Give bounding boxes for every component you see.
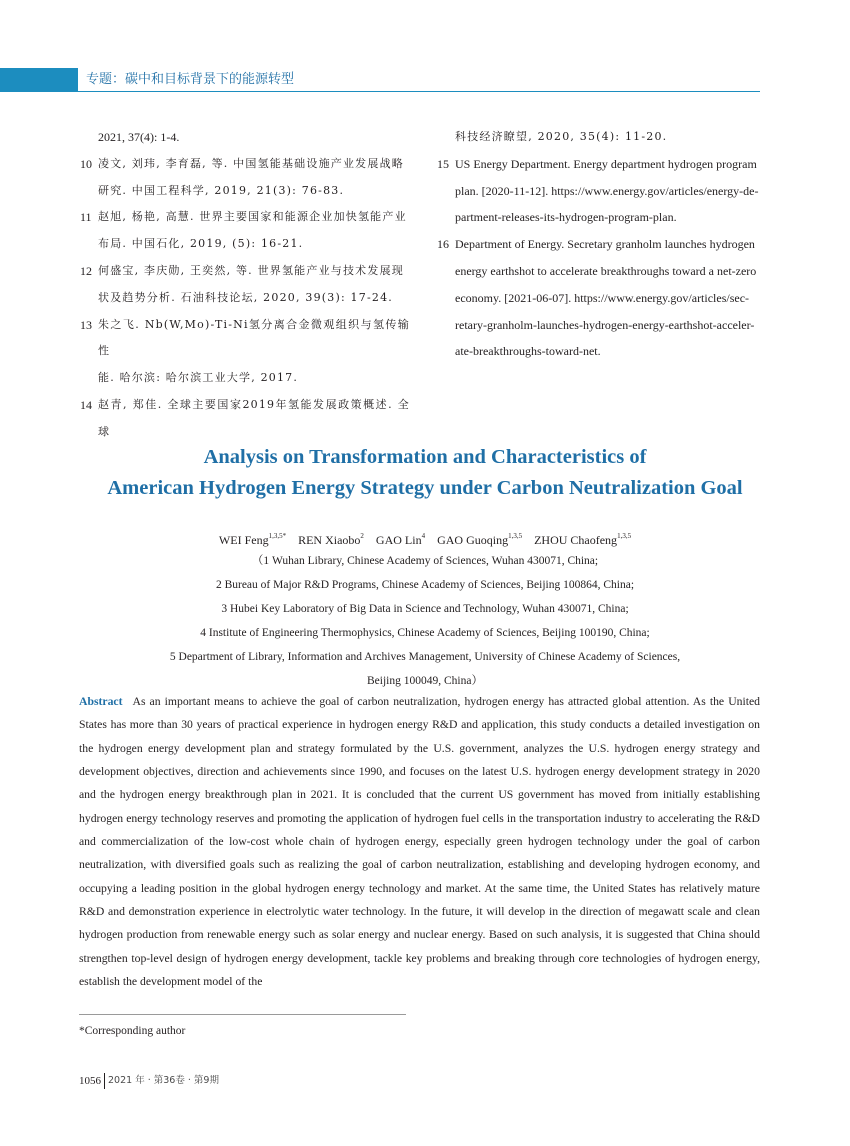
- reference-line: [437, 178, 761, 205]
- reference-line: [80, 258, 410, 285]
- title-line-2: American Hydrogen Energy Strategy under Carbon Neutralization Goal: [107, 477, 743, 499]
- reference-line: [437, 231, 761, 258]
- references-left-column: [80, 124, 410, 446]
- abstract: [79, 690, 760, 993]
- reference-number: [80, 124, 98, 151]
- author-affiliation-marker: 1,3,5: [617, 532, 632, 540]
- author-affiliation-marker: 1,3,5: [508, 532, 523, 540]
- issue-info: 2021 年 · 第36卷 · 第9期: [108, 1075, 219, 1086]
- reference-line: [437, 258, 761, 285]
- author: [298, 533, 364, 547]
- reference-line: [80, 151, 410, 178]
- reference-text: 科技经济瞭望, 2020, 35(4): 11-20.: [455, 130, 668, 143]
- reference-number: [437, 178, 455, 205]
- reference-text: 赵青, 郑佳. 全球主要国家2019年氢能发展政策概述. 全球: [98, 397, 410, 438]
- abstract-text: As an important means to achieve the goal of carbon neutralization, hydrogen energy has attracted global attention. As the United States has more than 30 years of practical experience in hydrogen energy R&D and application, this study conducts a detailed investigation on the hydrogen energy development plan and strategy formulated by the U.S. government, analyzes the U.S. hydrogen energy strategy and development objectives, direction and achievements since 1990, and focuses on the latest U.S. hydrogen energy development strategy in 2020 and the hydrogen energy breakthrough plan in 2021. It is concluded that the current US government has moved from initially establishing hydrogen energy technology reserves and promoting the application of hydrogen fuel cells in the transportation industry to accelerating the R&D and commercialization of the low-cost whole chain of hydrogen energy, especially green hydrogen technology under the goal of carbon neutralization, with diversified goals such as realizing the goal of carbon neutralization, establishing and developing hydrogen economy, and occupying a leading position in the global hydrogen energy technology and market. At the same time, the United States has relatively mature R&D and demonstration experience in electrolytic water technology. In the future, it will develop in the direction of megawatt scale and clean hydrogen production from renewable energy such as solar energy and nuclear energy. Based on such analysis, it is suggested that China should strengthen top-level design of hydrogen energy development, tackle key problems and breaking through core technologies of hydrogen energy, establish the development model of the: [79, 695, 760, 989]
- corresponding-author-footnote: *Corresponding author: [79, 1025, 186, 1037]
- reference-number: [80, 178, 98, 205]
- author-affiliation-marker: 2: [360, 532, 364, 540]
- page-footer: [79, 1072, 219, 1090]
- reference-number: [437, 312, 455, 339]
- footer-divider: [104, 1073, 105, 1089]
- reference-text: 2021, 37(4): 1-4.: [98, 130, 180, 144]
- reference-line: [437, 338, 761, 365]
- reference-line: [80, 178, 410, 205]
- reference-number: 11: [80, 210, 92, 225]
- reference-text: 研究. 中国工程科学, 2019, 21(3): 76-83.: [98, 183, 345, 197]
- references-right-column: [437, 124, 761, 365]
- reference-line: [80, 285, 410, 312]
- reference-line: [80, 204, 410, 231]
- reference-number: [80, 231, 98, 258]
- reference-number: 12: [80, 263, 92, 278]
- reference-number: [437, 258, 455, 285]
- author-affiliation-marker: 4: [421, 532, 426, 540]
- reference-line: [80, 392, 410, 446]
- header-color-bar: [0, 68, 78, 92]
- reference-line: [437, 312, 761, 339]
- author-affiliation-marker: 1,3,5*: [268, 532, 287, 540]
- reference-number: 15: [437, 156, 449, 171]
- affiliation-line: 2 Bureau of Major R&D Programs, Chinese Academy of Sciences, Beijing 100864, China;: [215, 578, 635, 591]
- running-header-title: 专题：碳中和目标背景下的能源转型: [86, 72, 295, 87]
- reference-line: [80, 312, 410, 366]
- affiliation-line: （1 Wuhan Library, Chinese Academy of Sciences, Wuhan 430071, China;: [251, 555, 599, 567]
- author-name: REN Xiaobo: [298, 533, 361, 547]
- reference-text: retary-granholm-launches-hydrogen-energy-earthshot-acceler-: [455, 317, 755, 332]
- title-line-1: Analysis on Transformation and Characteristics of: [203, 446, 647, 468]
- affiliation-line: 4 Institute of Engineering Thermophysics, Chinese Academy of Sciences, Beijing 100190, China;: [200, 626, 650, 639]
- affiliation-line: 3 Hubei Key Laboratory of Big Data in Science and Technology, Wuhan 430071, China;: [221, 602, 629, 615]
- author-list: [0, 526, 850, 550]
- abstract-label: Abstract: [79, 695, 123, 708]
- reference-number: [437, 124, 455, 151]
- reference-line: [80, 124, 410, 151]
- reference-number: 16: [437, 237, 449, 252]
- reference-line: [80, 231, 410, 258]
- reference-line: [80, 365, 410, 392]
- author-name: GAO Guoqing: [437, 533, 509, 547]
- reference-text: ate-breakthroughs-toward-net.: [455, 344, 601, 359]
- reference-text: 朱之飞. Nb(W,Mo)-Ti-Ni氢分离合金微观组织与氢传输性: [98, 317, 410, 358]
- reference-text: US Energy Department. Energy department hydrogen program: [455, 156, 757, 171]
- reference-text: economy. [2021-06-07]. https://www.energy.gov/articles/sec-: [455, 290, 750, 305]
- affiliation-line: Beijing 100049, China）: [367, 674, 483, 687]
- author: [437, 533, 522, 547]
- reference-number: [437, 204, 455, 231]
- author-name: GAO Lin: [375, 533, 422, 547]
- reference-line: [437, 151, 761, 178]
- reference-text: 何盛宝, 李庆勋, 王奕然, 等. 世界氢能产业与技术发展现: [98, 263, 404, 277]
- reference-text: energy earthshot to accelerate breakthroughs toward a net-zero: [455, 263, 757, 278]
- reference-text: plan. [2020-11-12]. https://www.energy.gov/articles/energy-de-: [455, 183, 759, 198]
- page-number: 1056: [79, 1075, 101, 1087]
- reference-text: 布局. 中国石化, 2019, (5): 16-21.: [98, 237, 304, 251]
- reference-line: [437, 204, 761, 231]
- reference-number: [80, 285, 98, 312]
- affiliation-line: 5 Department of Library, Information and Archives Management, University of Chinese Academy of Sciences,: [169, 650, 681, 663]
- author: [534, 533, 631, 547]
- reference-text: 能. 哈尔滨: 哈尔滨工业大学, 2017.: [98, 371, 299, 385]
- reference-number: 14: [80, 397, 92, 412]
- reference-text: 凌文, 刘玮, 李育磊, 等. 中国氢能基础设施产业发展战略: [98, 156, 404, 170]
- reference-line: [437, 285, 761, 312]
- reference-number: 13: [80, 317, 92, 332]
- reference-line: [437, 124, 761, 151]
- reference-number: [437, 285, 455, 312]
- author: [376, 533, 425, 547]
- reference-text: 赵旭, 杨艳, 高慧. 世界主要国家和能源企业加快氢能产业: [98, 210, 407, 224]
- author-name: ZHOU Chaofeng: [534, 533, 618, 547]
- affiliation-list: [0, 550, 850, 693]
- article-title: [0, 442, 850, 504]
- author-name: WEI Feng: [218, 533, 269, 547]
- author: [219, 533, 286, 547]
- reference-text: Department of Energy. Secretary granholm launches hydrogen: [455, 237, 755, 252]
- reference-number: [80, 365, 98, 392]
- reference-number: [437, 338, 455, 365]
- footnote-rule: [79, 1014, 406, 1015]
- header-rule: [78, 91, 760, 92]
- reference-text: 状及趋势分析. 石油科技论坛, 2020, 39(3): 17-24.: [98, 290, 393, 304]
- reference-number: 10: [80, 156, 92, 171]
- reference-text: partment-releases-its-hydrogen-program-plan.: [455, 210, 677, 225]
